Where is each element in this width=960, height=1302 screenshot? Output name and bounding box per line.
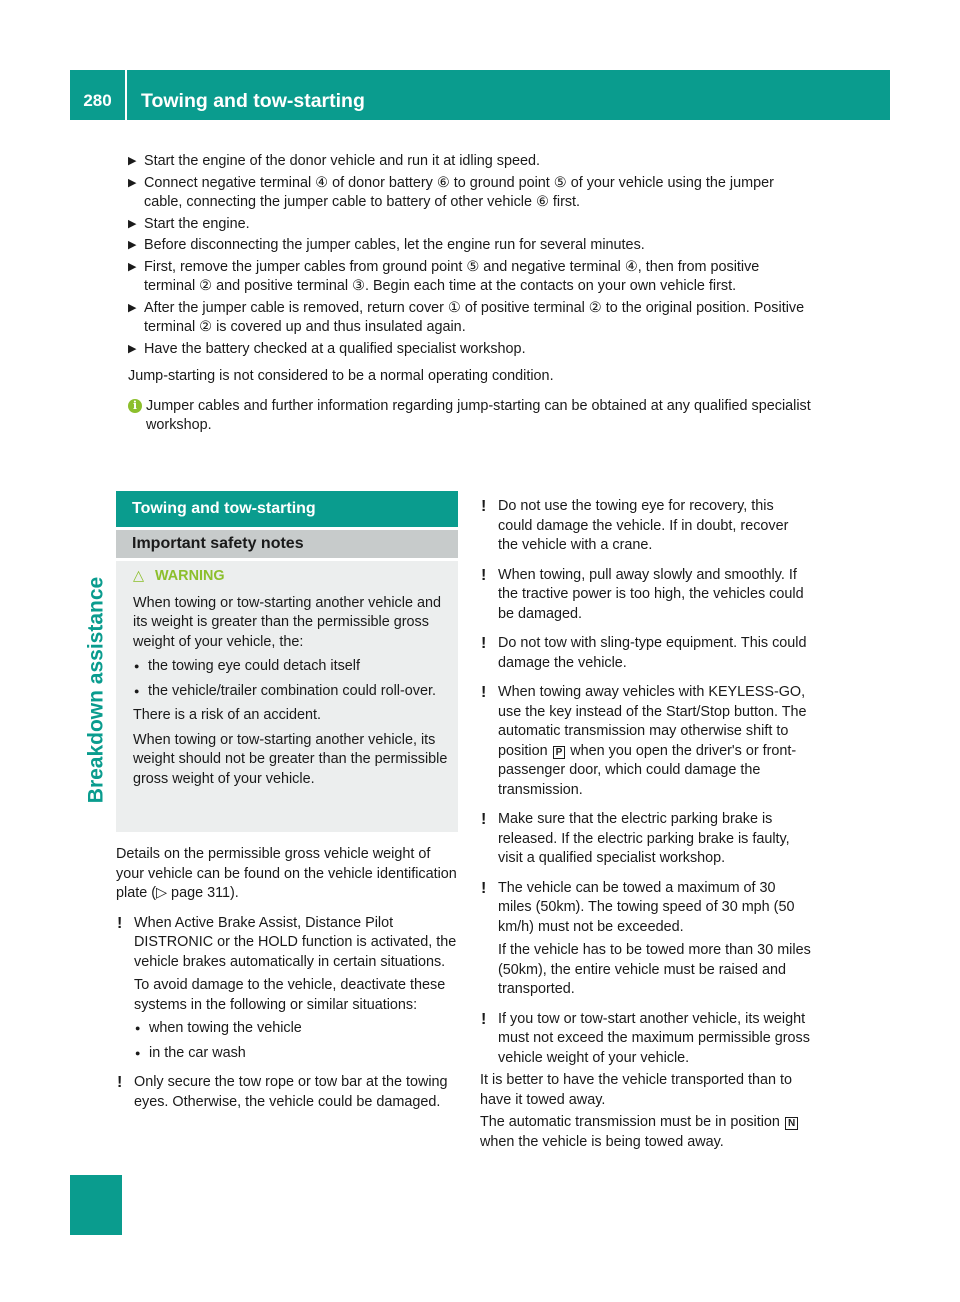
step-item: ▶ Have the battery checked at a qualified specialist workshop. <box>128 340 812 360</box>
caution-note: ! Make sure that the electric parking brake is released. If the electric parking brake is faulty, visit a qualified specialist workshop. <box>481 811 790 866</box>
warning-bullet: ● the vehicle/trailer combination could roll-over. <box>133 682 452 702</box>
right-column-body <box>480 497 812 1155</box>
info-note: i Jumper cables and further information regarding jump-starting can be obtained at any qualified specialist workshop. <box>128 397 812 436</box>
step-item: ▶ Connect negative terminal ④ of donor battery ⑥ to ground point ⑤ of your vehicle using the jumper cable, connecting the jumper cable to battery of other vehicle ⑥ first. <box>128 174 774 210</box>
side-section-label: Breakdown assistance <box>84 576 108 804</box>
page-title: Towing and tow-starting <box>141 90 365 112</box>
caution-note: ! When towing away vehicles with KEYLESS-GO, use the key instead of the Start/Stop button. The automatic transmission may otherwise shift to position P when you open the driver's or front-passenger door, which could damage the transmission. <box>481 684 807 798</box>
note-bullet: ● in the car wash <box>134 1044 460 1064</box>
exclamation-icon: ! <box>117 1074 123 1091</box>
arrow-icon: ▶ <box>128 301 137 314</box>
details-paragraph: Details on the permissible gross vehicle weight of your vehicle can be found on the vehicle identification plate (▷ page 311). <box>116 846 457 901</box>
top-steps <box>128 152 812 436</box>
side-tab-marker <box>70 1175 122 1235</box>
info-icon: i <box>128 399 142 413</box>
warning-advice: When towing or tow-starting another vehicle, its weight should not be greater than the permissible gross weight of your vehicle. <box>133 731 448 787</box>
warning-risk: There is a risk of an accident. <box>133 707 321 723</box>
exclamation-icon: ! <box>117 914 123 932</box>
bullet-icon: ● <box>134 685 140 696</box>
transport-paragraph: It is better to have the vehicle transported than to have it towed away. <box>480 1072 792 1108</box>
caution-note: ! When Active Brake Assist, Distance Pilot DISTRONIC or the HOLD function is activated, the vehicle brakes automatically in certain situations. To avoid damage to the vehicle, deactivate these systems in the following or similar situations: ● when towing the vehicle ● in the car wash <box>116 914 460 1064</box>
warning-box <box>116 561 458 832</box>
header-divider <box>125 70 127 120</box>
caution-note: ! The vehicle can be towed a maximum of 30 miles (50km). The towing speed of 30 mph (50 km/h) must not be exceeded. If the vehicle has to be towed more than 30 miles (50km), the entire vehicle must be raised and transported. <box>481 879 811 997</box>
bullet-icon: ● <box>134 661 140 671</box>
gear-n-icon: N <box>785 1117 798 1130</box>
warning-triangle-icon: △ <box>133 568 145 584</box>
bullet-icon: ● <box>135 1047 141 1058</box>
step-item: ▶ Start the engine. <box>128 215 812 235</box>
step-item: ▶ Start the engine of the donor vehicle and run it at idling speed. <box>128 152 812 172</box>
exclamation-icon: ! <box>481 635 487 652</box>
subsection-title: Important safety notes <box>116 530 458 558</box>
jump-start-note: Jump-starting is not considered to be a normal operating condition. <box>128 368 554 384</box>
arrow-icon: ▶ <box>128 239 137 251</box>
arrow-icon: ▶ <box>128 260 137 273</box>
step-item: ▶ Before disconnecting the jumper cables, let the engine run for several minutes. <box>128 236 812 256</box>
exclamation-icon: ! <box>481 566 487 584</box>
caution-note: ! If you tow or tow-start another vehicle, its weight must not exceed the maximum permissible gross vehicle weight of your vehicle. <box>481 1010 810 1066</box>
caution-note: ! Only secure the tow rope or tow bar at the towing eyes. Otherwise, the vehicle could be damaged. <box>117 1074 448 1110</box>
warning-bullet: ● the towing eye could detach itself <box>133 657 452 677</box>
exclamation-icon: ! <box>481 811 487 828</box>
left-column-body <box>116 845 460 1122</box>
arrow-icon: ▶ <box>128 155 137 167</box>
exclamation-icon: ! <box>481 684 487 701</box>
note-bullet: ● when towing the vehicle <box>134 1019 460 1039</box>
section-title: Towing and tow-starting <box>116 491 458 527</box>
caution-note: ! When towing, pull away slowly and smoothly. If the tractive power is too high, the vehicles could be damaged. <box>481 566 804 622</box>
step-item: ▶ After the jumper cable is removed, return cover ① of positive terminal ② to the original position. Positive terminal ② is covered up and thus insulated again. <box>128 299 805 335</box>
bullet-icon: ● <box>135 1023 141 1033</box>
exclamation-icon: ! <box>481 1010 487 1028</box>
exclamation-icon: ! <box>481 498 487 515</box>
exclamation-icon: ! <box>481 879 487 897</box>
caution-note: ! Do not tow with sling-type equipment. This could damage the vehicle. <box>481 635 807 671</box>
arrow-icon: ▶ <box>128 217 137 230</box>
caution-note: ! Do not use the towing eye for recovery, this could damage the vehicle. If in doubt, recover the vehicle with a crane. <box>481 498 789 553</box>
arrow-icon: ▶ <box>128 176 137 189</box>
gear-p-icon: P <box>553 746 566 759</box>
step-item: ▶ First, remove the jumper cables from ground point ⑤ and negative terminal ④, then from positive terminal ② and positive terminal ③. Begin each time at the contacts on your own vehicle first. <box>128 258 760 294</box>
warning-intro: When towing or tow-starting another vehicle and its weight is greater than the permissible gross weight of your vehicle, the: <box>133 594 441 650</box>
page-number: 280 <box>83 91 112 110</box>
warning-heading: △ WARNING <box>133 567 452 587</box>
arrow-icon: ▶ <box>128 342 137 355</box>
transmission-paragraph: The automatic transmission must be in position N when the vehicle is being towed away. <box>480 1113 812 1152</box>
